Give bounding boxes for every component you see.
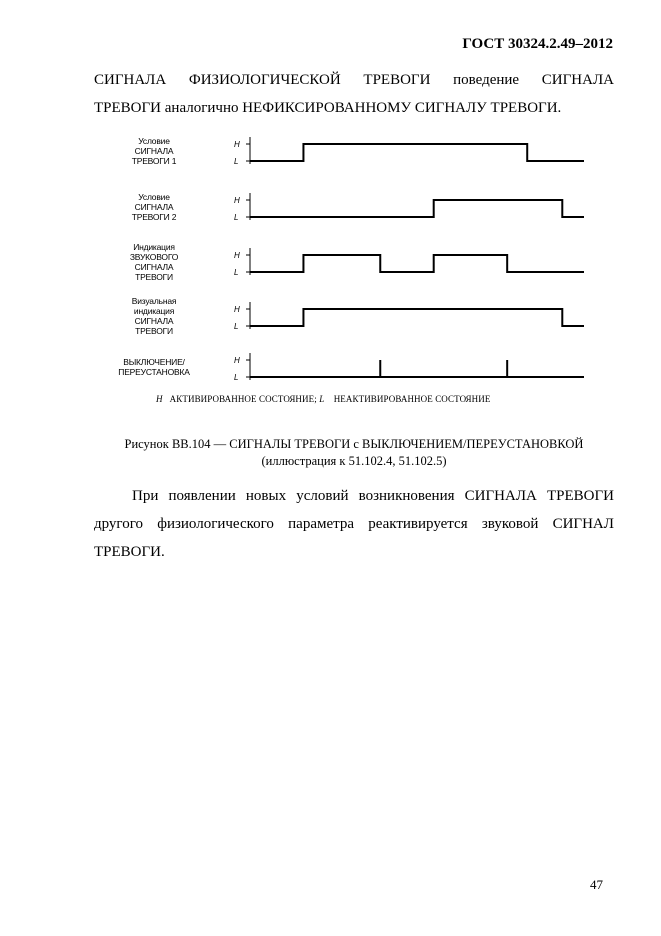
signal-waveform xyxy=(250,200,584,217)
body-word: условий xyxy=(296,488,349,504)
signal-waveform xyxy=(250,255,584,272)
body-word: возникновения xyxy=(358,488,455,504)
level-h-label: H xyxy=(234,140,240,149)
figure-legend xyxy=(156,394,576,404)
body-word: другого xyxy=(94,516,143,532)
intro-line-1 xyxy=(94,66,614,94)
body-word: звуковой xyxy=(481,516,539,532)
intro-paragraph xyxy=(94,66,614,122)
signal-label-line: индикация xyxy=(133,305,175,316)
level-l-label: L xyxy=(234,157,239,166)
signal-label xyxy=(94,136,214,166)
body-line-3: ТРЕВОГИ. xyxy=(94,544,165,560)
legend-l-text: НЕАКТИВИРОВАННОЕ СОСТОЯНИЕ xyxy=(333,394,491,404)
signal-label-line: ТРЕВОГИ xyxy=(135,271,173,282)
signal-label-line: СИГНАЛА xyxy=(134,315,174,326)
intro-word: поведение xyxy=(453,72,520,88)
caption-reference: (иллюстрация к 51.102.4, 51.102.5) xyxy=(261,454,447,468)
signal-label-line: ПЕРЕУСТАНОВКА xyxy=(118,366,190,377)
level-h-label: H xyxy=(234,305,240,314)
timing-diagram xyxy=(94,124,614,414)
signal-label-line: Визуальная xyxy=(131,295,177,306)
intro-word: ТРЕВОГИ xyxy=(363,72,431,88)
signal-waveform xyxy=(250,144,584,161)
signal-label-line: ЗВУКОВОГО xyxy=(129,251,179,262)
figure-caption xyxy=(94,436,614,470)
level-l-label: L xyxy=(234,373,239,382)
body-paragraph xyxy=(94,482,614,566)
body-word: параметра xyxy=(288,516,355,532)
signal-label-line: ТРЕВОГИ xyxy=(135,325,173,336)
level-l-label: L xyxy=(234,213,239,222)
body-word: СИГНАЛА xyxy=(464,488,537,504)
intro-word: СИГНАЛА xyxy=(541,72,614,88)
level-h-label: H xyxy=(234,196,240,205)
body-word: новых xyxy=(245,488,287,504)
legend-l-symbol: L xyxy=(319,394,325,404)
signal-label-line: СИГНАЛА xyxy=(134,261,174,272)
intro-word: ФИЗИОЛОГИЧЕСКОЙ xyxy=(188,72,341,88)
intro-line-2: ТРЕВОГИ аналогично НЕФИКСИРОВАННОМУ СИГНАЛУ ТРЕВОГИ. xyxy=(94,100,562,116)
level-h-label: H xyxy=(234,356,240,365)
level-l-label: L xyxy=(234,322,239,331)
document-code: ГОСТ 30324.2.49–2012 xyxy=(462,36,613,52)
signal-label-line: ВЫКЛЮЧЕНИЕ/ xyxy=(123,356,185,367)
body-line-1 xyxy=(94,482,614,510)
body-word: ТРЕВОГИ xyxy=(546,488,614,504)
signal-label xyxy=(94,296,214,336)
signal-label xyxy=(94,192,214,222)
signal-label-line: ТРЕВОГИ 2 xyxy=(131,211,177,222)
body-word: реактивируется xyxy=(368,516,468,532)
intro-word: СИГНАЛА xyxy=(94,72,167,88)
signal-waveform xyxy=(250,309,584,326)
signal-label-line: ТРЕВОГИ 1 xyxy=(131,155,177,166)
signal-label xyxy=(94,242,214,282)
signal-label-line: Условие xyxy=(138,135,170,146)
body-word: появлении xyxy=(168,488,236,504)
body-word: физиологического xyxy=(157,516,274,532)
body-line-2 xyxy=(94,510,614,538)
legend-h-text: АКТИВИРОВАННОЕ СОСТОЯНИЕ; xyxy=(169,394,317,404)
signal-label-line: СИГНАЛА xyxy=(134,201,174,212)
caption-title: Рисунок ВВ.104 — СИГНАЛЫ ТРЕВОГИ с ВЫКЛЮЧЕНИЕМ/ПЕРЕУСТАНОВКОЙ xyxy=(124,437,584,451)
page-number: 47 xyxy=(590,877,603,892)
level-l-label: L xyxy=(234,268,239,277)
signal-label-line: Условие xyxy=(138,191,170,202)
signal-label xyxy=(94,357,214,377)
signal-label-line: СИГНАЛА xyxy=(134,145,174,156)
level-h-label: H xyxy=(234,251,240,260)
signal-label-line: Индикация xyxy=(133,241,175,252)
body-word: При xyxy=(132,488,159,504)
legend-h-symbol: H xyxy=(156,394,163,404)
body-word: СИГНАЛ xyxy=(552,516,614,532)
